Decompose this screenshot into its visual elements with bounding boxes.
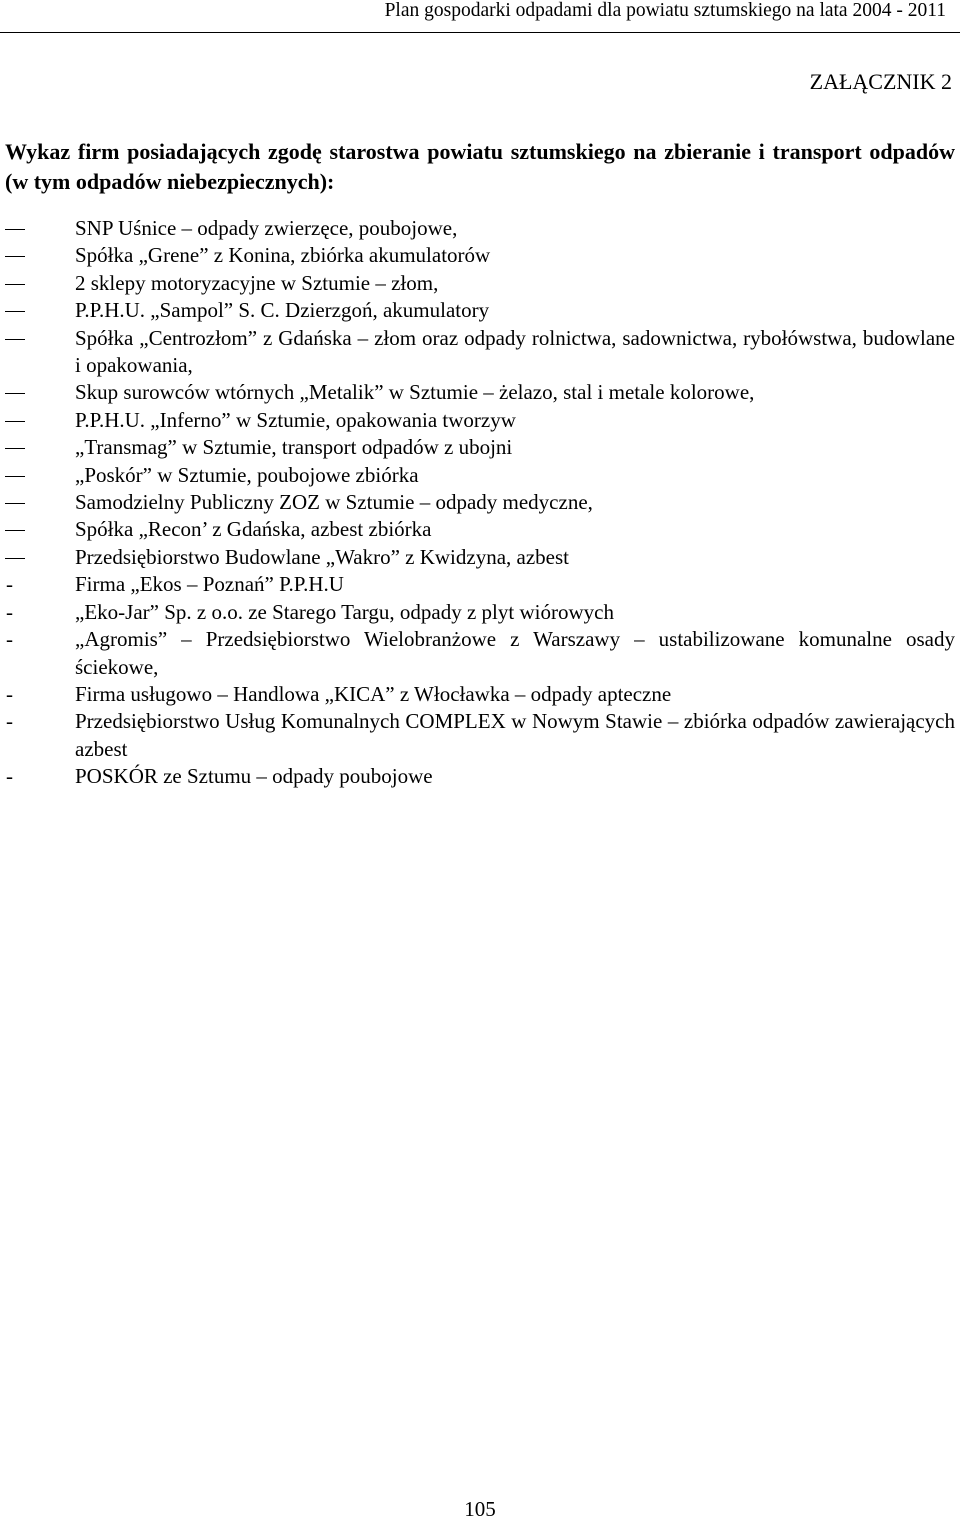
list-item-text: Samodzielny Publiczny ZOZ w Sztumie – odpady medyczne, <box>75 490 593 515</box>
list-item <box>0 626 960 681</box>
list-item-text: Spółka „Recon’ z Gdańska, azbest zbiórka <box>75 517 432 542</box>
list-hyphen-marker: - <box>6 764 13 789</box>
list-item <box>0 379 960 406</box>
list-item <box>0 571 960 598</box>
list-item <box>0 599 960 626</box>
list-item-text: P.P.H.U. „Inferno” w Sztumie, opakowania tworzyw <box>75 407 516 432</box>
list-item-text: Firma usługowo – Handlowa „KICA” z Włocławka – odpady apteczne <box>75 681 672 706</box>
list-item-text: P.P.H.U. „Sampol” S. C. Dzierzgoń, akumulatory <box>75 298 490 323</box>
list-hyphen-marker: - <box>6 627 13 652</box>
list-item-text: POSKÓR ze Sztumu – odpady poubojowe <box>75 764 433 789</box>
list-item-text: Spółka „Centrozłom” z Gdańska – złom oraz odpady rolnictwa, sadownictwa, rybołówstwa, budowlane i opakowania, <box>75 325 955 378</box>
company-list <box>0 215 960 791</box>
list-hyphen-marker: - <box>6 709 13 734</box>
running-title: Plan gospodarki odpadami dla powiatu sztumskiego na lata 2004 - 2011 <box>384 0 946 21</box>
list-item <box>0 215 960 242</box>
list-item-text: Spółka „Grene” z Konina, zbiórka akumulatorów <box>75 243 491 268</box>
list-item <box>0 516 960 543</box>
annex-label: ZAŁĄCZNIK 2 <box>809 69 952 94</box>
list-item <box>0 270 960 297</box>
list-item-text: Skup surowców wtórnych „Metalik” w Sztumie – żelazo, stal i metale kolorowe, <box>75 380 755 405</box>
list-item-text: Przedsiębiorstwo Budowlane „Wakro” z Kwidzyna, azbest <box>75 544 569 569</box>
list-item-text: Przedsiębiorstwo Usług Komunalnych COMPLEX w Nowym Stawie – zbiórka odpadów zawierających azbest <box>75 709 955 761</box>
list-item <box>0 763 960 790</box>
list-item <box>0 681 960 708</box>
list-hyphen-marker: - <box>6 599 13 624</box>
list-item-text: „Transmag” w Sztumie, transport odpadów z ubojni <box>75 435 513 460</box>
list-item-text: „Eko-Jar” Sp. z o.o. ze Starego Targu, odpady z plyt wiórowych <box>75 599 614 624</box>
list-item-text: Firma „Ekos – Poznań” P.P.H.U <box>75 572 344 597</box>
list-item <box>0 297 960 324</box>
list-item-text: „Poskór” w Sztumie, poubojowe zbiórka <box>75 462 419 487</box>
list-item <box>0 708 960 763</box>
list-item <box>0 407 960 434</box>
list-item <box>0 462 960 489</box>
list-item <box>0 489 960 516</box>
list-hyphen-marker: - <box>6 681 13 706</box>
list-item <box>0 434 960 461</box>
list-item-text: 2 sklepy motoryzacyjne w Sztumie – złom, <box>75 270 439 295</box>
list-item-text: SNP Uśnice – odpady zwierzęce, poubojowe, <box>75 216 458 240</box>
list-item <box>0 325 960 380</box>
page-header <box>0 0 960 33</box>
page-number: 105 <box>464 1497 496 1521</box>
list-hyphen-marker: - <box>6 572 13 597</box>
list-item <box>0 242 960 269</box>
list-item-text: „Agromis” – Przedsiębiorstwo Wielobranżowe z Warszawy – ustabilizowane komunalne osady ściekowe, <box>75 627 955 679</box>
document-heading: Wykaz firm posiadających zgodę starostwa powiatu sztumskiego na zbieranie i transport odpadów (w tym odpadów niebezpiecznych): <box>5 139 955 194</box>
list-item <box>0 544 960 571</box>
